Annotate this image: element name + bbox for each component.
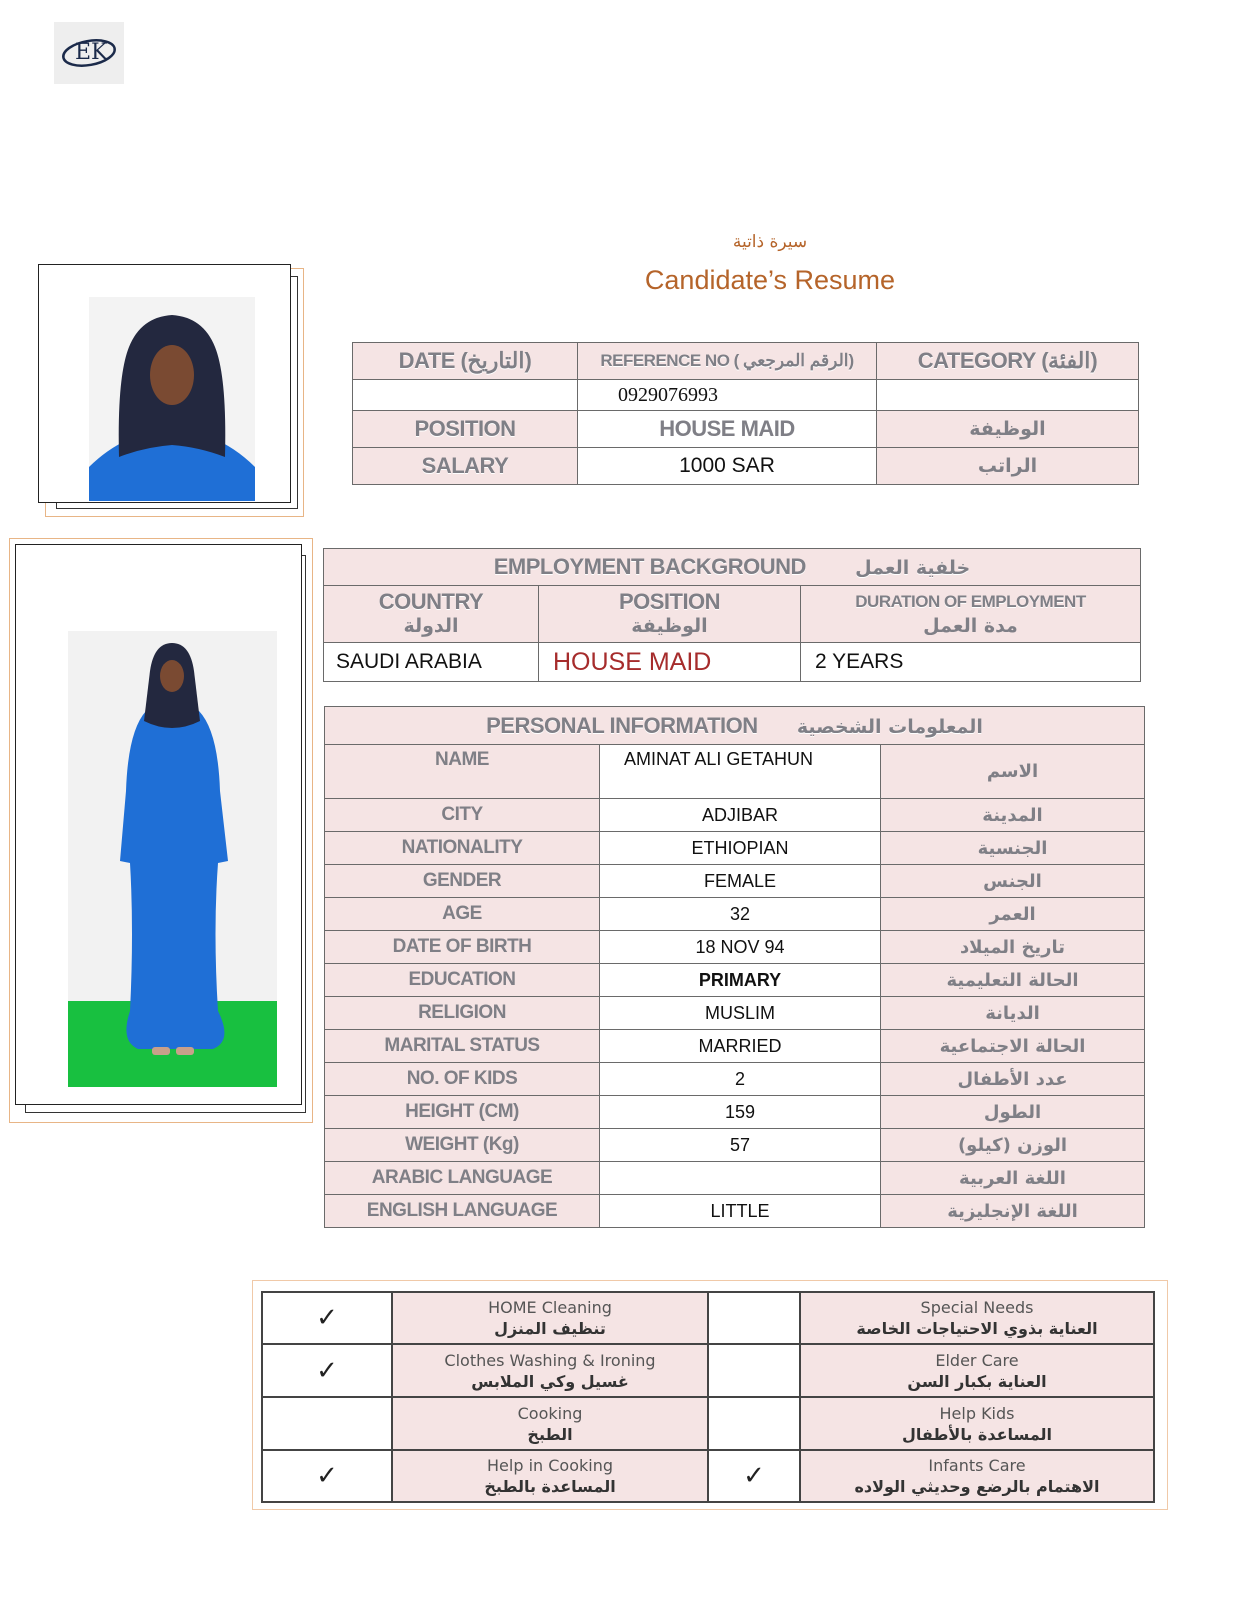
- position-label: POSITION: [353, 411, 578, 448]
- info-value: 2: [600, 1063, 881, 1096]
- info-label: ENGLISH LANGUAGE: [325, 1195, 600, 1228]
- info-row-education: [325, 964, 1145, 997]
- skill-label: Help in Cooking: [487, 1456, 613, 1475]
- info-row-dob: [325, 931, 1145, 964]
- check-cell: [262, 1292, 392, 1344]
- check-cell: [708, 1450, 800, 1502]
- country-column-header: [324, 586, 539, 643]
- info-row-age: [325, 898, 1145, 931]
- info-label-ar: الاسم: [881, 745, 1145, 799]
- info-value: FEMALE: [600, 865, 881, 898]
- skill-cell: [392, 1397, 708, 1450]
- info-label-ar: اللغة الإنجليزية: [881, 1195, 1145, 1228]
- country-header-en: COUNTRY: [378, 589, 484, 614]
- page-title: Candidate’s Resume: [644, 265, 896, 295]
- info-row-arabic: [325, 1162, 1145, 1195]
- info-value: LITTLE: [600, 1195, 881, 1228]
- info-label: AGE: [325, 898, 600, 931]
- check-cell: [262, 1397, 392, 1450]
- info-label-ar: الديانة: [881, 997, 1145, 1030]
- reference-table: [352, 342, 1139, 485]
- skill-label-ar: المساعدة بالأطفال: [901, 1424, 1053, 1444]
- info-label-ar: الجنس: [881, 865, 1145, 898]
- info-row-height: [325, 1096, 1145, 1129]
- info-label-ar: عدد الأطفال: [881, 1063, 1145, 1096]
- info-row-name: [325, 745, 1145, 799]
- duration-header-ar: مدة العمل: [923, 615, 1018, 637]
- skill-label-ar: المساعدة بالطبخ: [484, 1477, 616, 1496]
- skill-label-ar: العناية بكبار السن: [907, 1371, 1047, 1391]
- employment-heading: [324, 549, 1141, 586]
- salary-label: SALARY: [353, 448, 578, 485]
- info-value: 18 NOV 94: [600, 931, 881, 964]
- info-value: ADJIBAR: [600, 799, 881, 832]
- info-row-kids: [325, 1063, 1145, 1096]
- country-header-ar: الدولة: [403, 615, 459, 637]
- info-label-ar: الطول: [881, 1096, 1145, 1129]
- info-row-marital-status: [325, 1030, 1145, 1063]
- position-header-en: POSITION: [618, 589, 721, 614]
- info-label-ar: الحالة الاجتماعية: [881, 1030, 1145, 1063]
- info-label: CITY: [325, 799, 600, 832]
- fullbody-frame: [15, 544, 302, 1105]
- info-label-ar: العمر: [881, 898, 1145, 931]
- info-label: EDUCATION: [325, 964, 600, 997]
- date-header: DATE (التاريخ): [353, 343, 578, 380]
- position-header-ar: الوظيفة: [631, 615, 708, 637]
- info-value: 32: [600, 898, 881, 931]
- personal-heading-ar: المعلومات الشخصية: [796, 715, 983, 738]
- skill-label: Special Needs: [920, 1298, 1034, 1317]
- skill-label: Cooking: [517, 1403, 583, 1423]
- info-value: ETHIOPIAN: [600, 832, 881, 865]
- info-label-ar: المدينة: [881, 799, 1145, 832]
- salary-value: 1000 SAR: [578, 448, 877, 485]
- info-label: HEIGHT (CM): [325, 1096, 600, 1129]
- personal-heading: [325, 707, 1145, 745]
- info-label: NO. OF KIDS: [325, 1063, 600, 1096]
- skill-label: HOME Cleaning: [488, 1298, 612, 1317]
- skill-cell: [800, 1397, 1154, 1450]
- skill-cell: [392, 1450, 708, 1502]
- employment-table: [323, 548, 1141, 682]
- info-row-weight: [325, 1129, 1145, 1162]
- info-label-ar: تاريخ الميلاد: [881, 931, 1145, 964]
- employment-heading-en: EMPLOYMENT BACKGROUND: [493, 554, 806, 579]
- skills-row: [262, 1292, 1154, 1344]
- info-label-ar: اللغة العربية: [881, 1162, 1145, 1195]
- skill-cell: [392, 1344, 708, 1397]
- employment-heading-ar: خلفية العمل: [855, 557, 971, 579]
- employment-duration: 2 YEARS: [801, 643, 1141, 682]
- skill-label: Help Kids: [939, 1403, 1015, 1423]
- category-header: CATEGORY (الفئة): [877, 343, 1139, 380]
- category-value: [877, 380, 1139, 411]
- duration-column-header: [801, 586, 1141, 643]
- position-value: HOUSE MAID: [578, 411, 877, 448]
- checkmark-icon: ✓: [316, 1355, 338, 1386]
- skills-row: [262, 1450, 1154, 1502]
- date-value: [353, 380, 578, 411]
- skill-label-ar: العناية بذوي الاحتياجات الخاصة: [856, 1319, 1098, 1338]
- skill-label-ar: الاهتمام بالرضع وحديثي الولاده: [854, 1477, 1100, 1496]
- duration-header-en: DURATION OF EMPLOYMENT: [855, 592, 1086, 611]
- company-logo: [54, 22, 124, 84]
- info-label-ar: الجنسية: [881, 832, 1145, 865]
- info-label: NATIONALITY: [325, 832, 600, 865]
- info-label: MARITAL STATUS: [325, 1030, 600, 1063]
- reference-header: REFERENCE NO ( الرقم المرجعي): [578, 343, 877, 380]
- info-value: [600, 1162, 881, 1195]
- skill-label: Clothes Washing & Ironing: [444, 1350, 656, 1370]
- skill-cell: [800, 1344, 1154, 1397]
- check-cell: [708, 1344, 800, 1397]
- info-value: AMINAT ALI GETAHUN: [600, 745, 881, 799]
- personal-heading-en: PERSONAL INFORMATION: [486, 712, 758, 738]
- skill-cell: [800, 1450, 1154, 1502]
- checkmark-icon: ✓: [316, 1461, 338, 1491]
- personal-info-table: [324, 706, 1145, 1228]
- info-value: 57: [600, 1129, 881, 1162]
- info-label: GENDER: [325, 865, 600, 898]
- skill-label-ar: الطبخ: [527, 1424, 573, 1444]
- info-row-religion: [325, 997, 1145, 1030]
- info-label: NAME: [325, 745, 600, 799]
- checkmark-icon: ✓: [316, 1303, 338, 1333]
- skill-cell: [800, 1292, 1154, 1344]
- info-value: PRIMARY: [600, 964, 881, 997]
- portrait-photo: [89, 297, 255, 501]
- info-row-english: [325, 1195, 1145, 1228]
- employment-position: HOUSE MAID: [539, 643, 801, 682]
- skill-cell: [392, 1292, 708, 1344]
- info-label-ar: الحالة التعليمية: [881, 964, 1145, 997]
- info-label: ARABIC LANGUAGE: [325, 1162, 600, 1195]
- check-cell: [262, 1450, 392, 1502]
- info-label: WEIGHT (Kg): [325, 1129, 600, 1162]
- info-row-nationality: [325, 832, 1145, 865]
- info-row-city: [325, 799, 1145, 832]
- skill-label: Infants Care: [928, 1456, 1026, 1475]
- title-arabic: سيرة ذاتية: [732, 232, 808, 252]
- info-row-gender: [325, 865, 1145, 898]
- skills-table: [261, 1291, 1155, 1503]
- position-label-ar: الوظيفة: [877, 411, 1139, 448]
- reference-value: 0929076993: [578, 380, 877, 411]
- portrait-frame: [38, 264, 291, 503]
- skills-row: [262, 1344, 1154, 1397]
- info-value: 159: [600, 1096, 881, 1129]
- check-cell: [708, 1292, 800, 1344]
- fullbody-photo: [68, 631, 277, 1087]
- logo-text: EK: [75, 40, 108, 65]
- info-value: MUSLIM: [600, 997, 881, 1030]
- check-cell: [262, 1344, 392, 1397]
- skill-label-ar: غسيل وكي الملابس: [471, 1371, 629, 1391]
- skill-label-ar: تنظيف المنزل: [494, 1319, 606, 1338]
- check-cell: [708, 1397, 800, 1450]
- employment-row: [324, 643, 1141, 682]
- position-column-header: [539, 586, 801, 643]
- info-label: RELIGION: [325, 997, 600, 1030]
- info-label-ar: الوزن (كيلو): [881, 1129, 1145, 1162]
- info-value: MARRIED: [600, 1030, 881, 1063]
- checkmark-icon: ✓: [743, 1461, 765, 1491]
- skill-label: Elder Care: [935, 1350, 1019, 1370]
- salary-label-ar: الراتب: [877, 448, 1139, 485]
- skills-row: [262, 1397, 1154, 1450]
- employment-country: SAUDI ARABIA: [324, 643, 539, 682]
- info-label: DATE OF BIRTH: [325, 931, 600, 964]
